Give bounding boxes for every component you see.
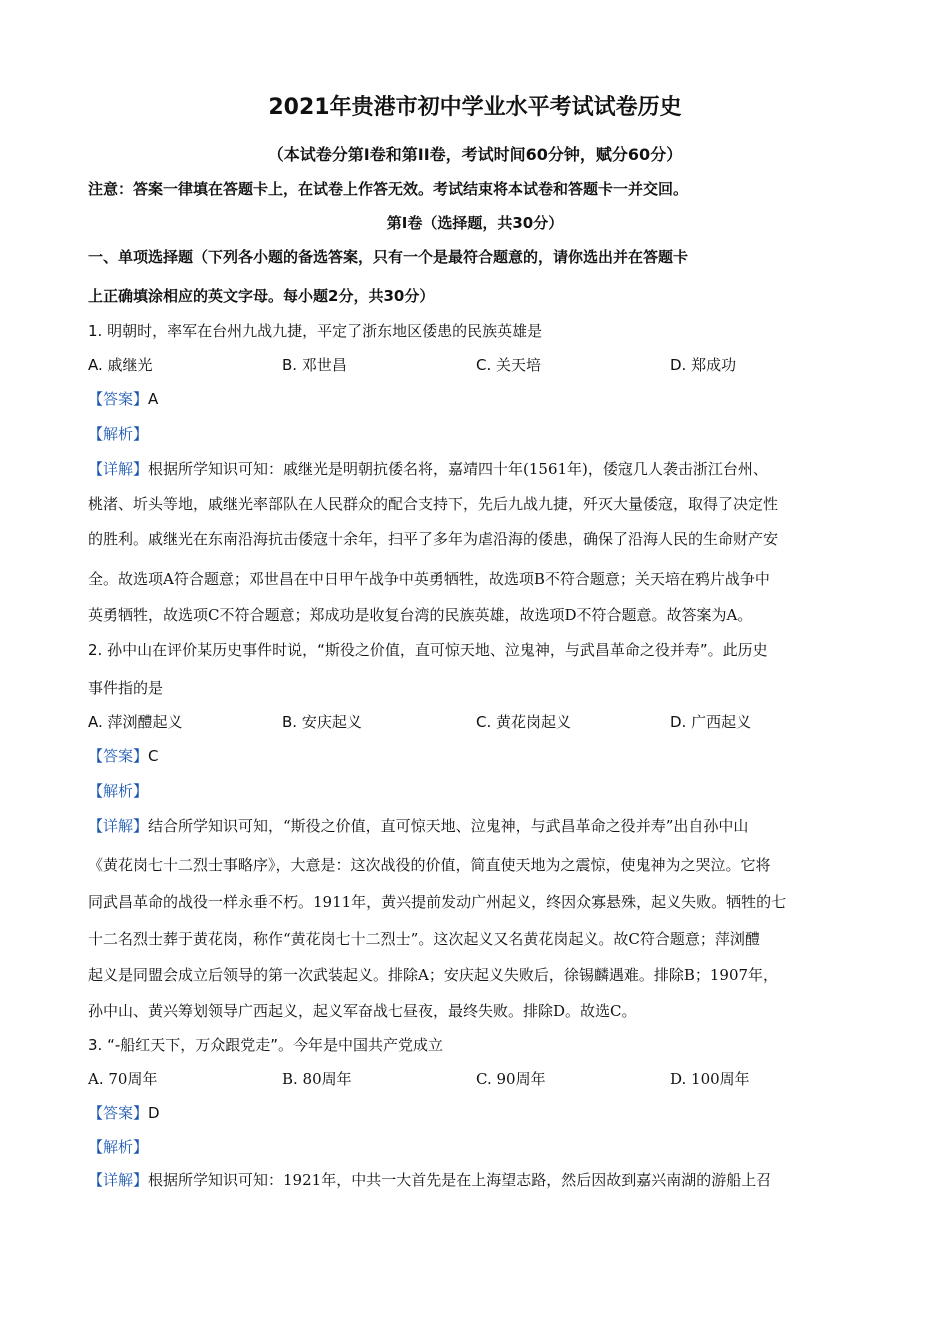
detail-text: 根据所学知识可知：1921年，中共一大首先是在上海望志路，然后因故到嘉兴南湖的游船上召: [148, 1171, 772, 1189]
question-2-detail-line: 同武昌革命的战役一样永垂不朽。1911年，黄兴提前发动广州起义，终因众寡悬殊，起义失败。牺牲的七: [88, 893, 787, 911]
question-3-option-c: C. 90周年: [476, 1070, 546, 1088]
detail-tag: 【详解】: [88, 1171, 149, 1189]
question-1-detail-line: 全。故选项A符合题意；邓世昌在中日甲午战争中英勇牺牲，故选项B不符合题意；关天培在鸦片战争中: [88, 570, 770, 588]
question-2-detail-line: 十二名烈士葬于黄花岗，称作“黄花岗七十二烈士”。这次起义又名黄花岗起义。故C符合题意；萍浏醴: [88, 930, 760, 948]
answer-tag: 【答案】: [88, 747, 149, 765]
question-3-answer: [88, 1102, 878, 1123]
question-2-detail-line: [88, 815, 878, 836]
answer-tag: 【答案】: [88, 1104, 149, 1122]
section-title: 第Ⅰ卷（选择题，共30分）: [386, 214, 564, 232]
question-3-stem: 3. “-船红天下，万众跟党走”。今年是中国共产党成立: [88, 1036, 444, 1054]
question-1-option-a: A. 戚继光: [88, 356, 153, 374]
exam-notice: 注意：答案一律填在答题卡上，在试卷上作答无效。考试结束将本试卷和答题卡一并交回。: [88, 180, 689, 198]
detail-text: 结合所学知识可知，“斯役之价值，直可惊天地、泣鬼神，与武昌革命之役并寿”出自孙中山: [148, 817, 749, 835]
answer-tag: 【答案】: [88, 390, 149, 408]
question-1-option-d: D. 郑成功: [670, 356, 737, 374]
question-3-analysis-tag: 【解析】: [88, 1138, 149, 1156]
question-2-detail-line: 《黄花岗七十二烈士事略序》，大意是：这次战役的价值，简直使天地为之震惊，使鬼神为之哭泣。它将: [88, 856, 771, 874]
answer-letter: D: [148, 1104, 160, 1122]
question-1-analysis-tag: 【解析】: [88, 425, 149, 443]
question-1-detail-line: [88, 458, 878, 479]
question-2-option-a: A. 萍浏醴起义: [88, 713, 183, 731]
exam-subtitle: （本试卷分第Ⅰ卷和第II卷，考试时间60分钟，赋分60分）: [267, 145, 683, 164]
question-3-detail-line: [88, 1169, 878, 1190]
question-2-stem: 事件指的是: [88, 679, 164, 697]
answer-letter: C: [148, 747, 159, 765]
detail-tag: 【详解】: [88, 460, 149, 478]
question-2-analysis-tag: 【解析】: [88, 782, 149, 800]
instruction-line-2: 上正确填涂相应的英文字母。每小题2分，共30分）: [88, 287, 435, 305]
question-3-option-d: D. 100周年: [670, 1070, 750, 1088]
question-3-option-a: A. 70周年: [88, 1070, 158, 1088]
question-2-option-b: B. 安庆起义: [282, 713, 362, 731]
page-title: 2021年贵港市初中学业水平考试试卷历史: [268, 95, 682, 120]
question-1-option-b: B. 邓世昌: [282, 356, 347, 374]
detail-text: 根据所学知识可知：戚继光是明朝抗倭名将，嘉靖四十年(1561年)，倭寇几人袭击浙江台州、: [148, 460, 768, 478]
question-1-option-c: C. 关天培: [476, 356, 542, 374]
question-1-stem: 1. 明朝时，率军在台州九战九捷，平定了浙东地区倭患的民族英雄是: [88, 322, 543, 340]
question-1-detail-line: 英勇牺牲，故选项C不符合题意；郑成功是收复台湾的民族英雄，故选项D不符合题意。故答案为A。: [88, 606, 753, 624]
question-3-option-b: B. 80周年: [282, 1070, 352, 1088]
question-2-option-c: C. 黄花岗起义: [476, 713, 572, 731]
question-1-answer: [88, 388, 878, 409]
question-1-detail-line: 桃渚、圻头等地，戚继光率部队在人民群众的配合支持下，先后九战九捷，歼灭大量倭寇，取得了决定性: [88, 495, 779, 513]
instruction-line-1: 一、单项选择题（下列各小题的备选答案，只有一个是最符合题意的，请你选出并在答题卡: [88, 248, 689, 266]
question-2-stem: 2. 孙中山在评价某历史事件时说，“斯役之价值，直可惊天地、泣鬼神，与武昌革命之役并寿”。此历史: [88, 641, 768, 659]
question-2-answer: [88, 745, 878, 766]
detail-tag: 【详解】: [88, 817, 149, 835]
question-2-option-d: D. 广西起义: [670, 713, 752, 731]
question-2-detail-line: 孙中山、黄兴筹划领导广西起义，起义军奋战七昼夜，最终失败。排除D。故选C。: [88, 1002, 637, 1020]
question-2-detail-line: 起义是同盟会成立后领导的第一次武装起义。排除A；安庆起义失败后，徐锡麟遇难。排除B；1907年，: [88, 966, 779, 984]
answer-letter: A: [148, 390, 159, 408]
question-1-detail-line: 的胜利。戚继光在东南沿海抗击倭寇十余年，扫平了多年为虐沿海的倭患，确保了沿海人民的生命财产安: [88, 530, 779, 548]
